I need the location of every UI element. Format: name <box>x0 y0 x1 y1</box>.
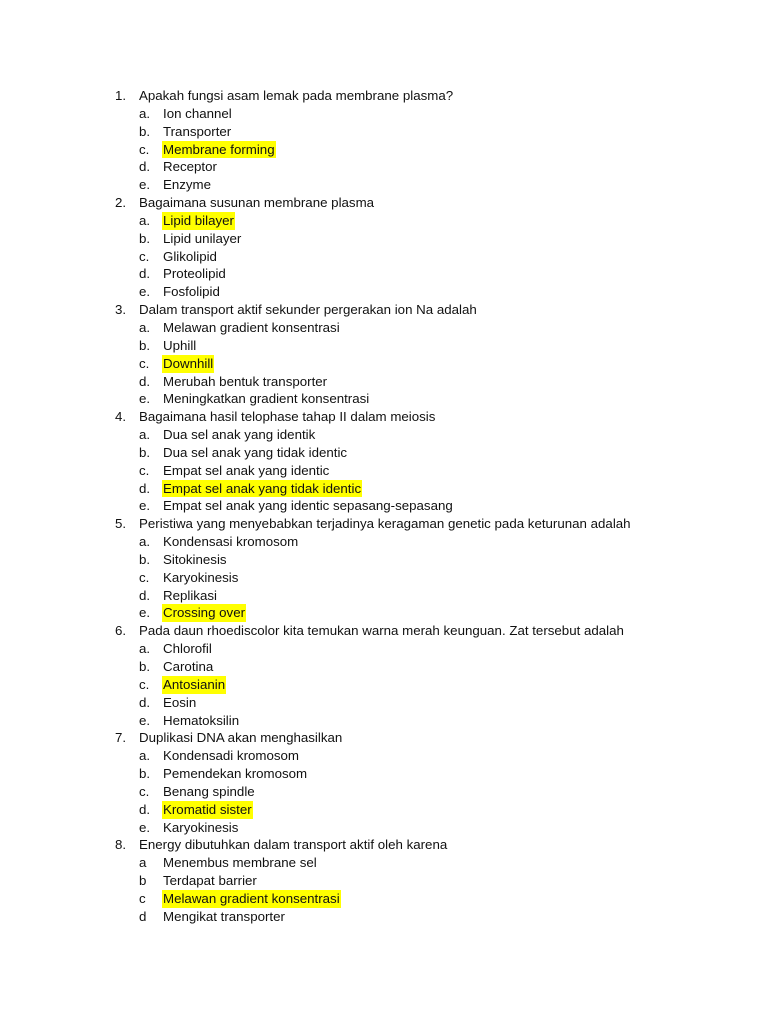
answer-option <box>0 569 768 587</box>
answer-option <box>0 854 768 872</box>
option-letter: c. <box>139 355 150 371</box>
option-text: Meningkatkan gradient konsentrasi <box>163 391 370 407</box>
option-text: Karyokinesis <box>163 569 239 585</box>
option-text: Menembus membrane sel <box>163 855 317 871</box>
option-letter: b. <box>139 766 151 782</box>
answer-option <box>0 872 768 890</box>
option-letter: d. <box>139 587 151 603</box>
option-letter: a <box>139 855 147 871</box>
option-letter: c. <box>139 783 150 799</box>
option-letter: b. <box>139 551 151 567</box>
highlighted-answer-text: Lipid bilayer <box>163 212 234 228</box>
option-letter: d. <box>139 159 151 175</box>
option-text: Benang spindle <box>163 783 255 799</box>
option-letter: b. <box>139 659 151 674</box>
question-text: Energy dibutuhkan dalam transport aktif oleh karena <box>139 837 448 853</box>
option-text: Sitokinesis <box>163 551 227 567</box>
question-item <box>0 622 768 640</box>
highlighted-answer-text: Crossing over <box>163 605 246 621</box>
option-letter: e. <box>139 391 151 407</box>
option-letter: a. <box>139 748 151 764</box>
answer-option <box>0 319 768 337</box>
option-text: Transporter <box>163 123 232 139</box>
answer-option <box>0 533 768 551</box>
option-letter: d. <box>139 266 151 282</box>
option-text: Proteolipid <box>163 266 226 282</box>
answer-option-highlighted <box>0 604 768 622</box>
answer-option <box>0 908 768 926</box>
question-item <box>0 194 768 212</box>
question-item <box>0 836 768 854</box>
question-number: 3. <box>115 302 127 318</box>
option-letter: d. <box>139 480 151 496</box>
answer-option <box>0 248 768 266</box>
highlighted-answer-text: Downhill <box>163 355 214 371</box>
answer-option <box>0 658 768 676</box>
option-letter: d <box>139 908 147 924</box>
option-text: Kondensadi kromosom <box>163 748 299 764</box>
option-letter: b. <box>139 123 151 139</box>
option-text: Empat sel anak yang identic sepasang-sepasang <box>163 498 453 514</box>
answer-option-highlighted <box>0 801 768 819</box>
highlighted-answer-text: Melawan gradient konsentrasi <box>163 890 340 906</box>
answer-option <box>0 230 768 248</box>
option-text: Empat sel anak yang identic <box>163 462 330 478</box>
option-text: Karyokinesis <box>163 819 239 835</box>
option-letter: c. <box>139 462 150 478</box>
option-text: Mengikat transporter <box>163 908 285 924</box>
question-number: 4. <box>115 409 127 425</box>
option-letter: c <box>139 890 146 906</box>
question-text: Duplikasi DNA akan menghasilkan <box>139 730 343 746</box>
option-letter: c. <box>139 248 150 264</box>
option-text: Terdapat barrier <box>163 873 257 889</box>
option-letter: e. <box>139 498 151 514</box>
question-item <box>0 729 768 747</box>
question-item <box>0 515 768 533</box>
answer-option <box>0 551 768 569</box>
answer-option <box>0 105 768 123</box>
answer-option-highlighted <box>0 480 768 498</box>
question-number: 8. <box>115 837 127 853</box>
answer-option <box>0 337 768 355</box>
option-text: Eosin <box>163 694 197 710</box>
option-letter: c. <box>139 141 150 157</box>
option-letter: e. <box>139 819 151 835</box>
option-text: Dua sel anak yang identik <box>163 427 316 443</box>
answer-option <box>0 712 768 730</box>
option-letter: e. <box>139 284 151 300</box>
answer-option <box>0 426 768 444</box>
answer-option <box>0 283 768 301</box>
answer-option <box>0 158 768 176</box>
question-number: 7. <box>115 730 127 746</box>
answer-option-highlighted <box>0 141 768 159</box>
option-letter: e. <box>139 712 151 728</box>
option-text: Kondensasi kromosom <box>163 534 299 550</box>
answer-option-highlighted <box>0 890 768 908</box>
option-text: Enzyme <box>163 177 212 193</box>
answer-option <box>0 123 768 141</box>
option-letter: e. <box>139 605 151 621</box>
option-text: Dua sel anak yang tidak identic <box>163 444 348 460</box>
question-text: Dalam transport aktif sekunder pergerakan ion Na adalah <box>139 302 477 318</box>
question-item <box>0 301 768 319</box>
answer-option <box>0 783 768 801</box>
answer-option-highlighted <box>0 676 768 694</box>
option-text: Replikasi <box>163 587 217 603</box>
option-text: Hematoksilin <box>163 712 240 728</box>
answer-option <box>0 265 768 283</box>
option-text: Merubah bentuk transporter <box>163 373 328 389</box>
option-letter: a. <box>139 427 151 443</box>
question-text: Peristiwa yang menyebabkan terjadinya keragaman genetic pada keturunan adalah <box>139 516 631 532</box>
question-number: 2. <box>115 195 127 211</box>
question-text: Pada daun rhoediscolor kita temukan warna merah keunguan. Zat tersebut adalah <box>139 623 624 639</box>
question-text: Bagaimana hasil telophase tahap II dalam meiosis <box>139 409 436 425</box>
quiz-list <box>0 87 768 926</box>
highlighted-answer-text: Antosianin <box>163 676 226 692</box>
option-letter: b <box>139 873 147 889</box>
option-letter: a. <box>139 105 151 121</box>
option-text: Uphill <box>163 337 197 353</box>
question-number: 1. <box>115 88 127 103</box>
option-text: Lipid unilayer <box>163 230 242 246</box>
option-letter: b. <box>139 337 151 353</box>
option-letter: c. <box>139 569 150 585</box>
answer-option <box>0 747 768 765</box>
answer-option <box>0 587 768 605</box>
option-letter: e. <box>139 177 151 193</box>
option-text: Receptor <box>163 159 217 175</box>
answer-option-highlighted <box>0 212 768 230</box>
option-text: Pemendekan kromosom <box>163 766 308 782</box>
question-text: Bagaimana susunan membrane plasma <box>139 195 375 211</box>
highlighted-answer-text: Membrane forming <box>163 141 275 157</box>
answer-option-highlighted <box>0 355 768 373</box>
highlighted-answer-text: Empat sel anak yang tidak identic <box>163 480 362 496</box>
option-letter: a. <box>139 534 151 550</box>
question-number: 5. <box>115 516 127 532</box>
option-letter: d. <box>139 801 151 817</box>
option-letter: a. <box>139 319 151 335</box>
option-text: Chlorofil <box>163 641 212 657</box>
option-text: Fosfolipid <box>163 284 220 300</box>
option-text: Ion channel <box>163 105 232 121</box>
option-text: Melawan gradient konsentrasi <box>163 319 340 335</box>
question-number: 6. <box>115 623 127 639</box>
answer-option <box>0 694 768 712</box>
option-letter: b. <box>139 230 151 246</box>
option-letter: a. <box>139 641 151 657</box>
option-letter: b. <box>139 444 151 460</box>
answer-option <box>0 444 768 462</box>
answer-option <box>0 497 768 515</box>
question-text: Apakah fungsi asam lemak pada membrane plasma? <box>139 88 454 103</box>
answer-option <box>0 373 768 391</box>
answer-option <box>0 176 768 194</box>
option-text: Glikolipid <box>163 248 217 264</box>
highlighted-answer-text: Kromatid sister <box>163 801 252 817</box>
answer-option <box>0 765 768 783</box>
answer-option <box>0 819 768 837</box>
answer-option <box>0 462 768 480</box>
answer-option <box>0 640 768 658</box>
option-text: Carotina <box>163 659 214 674</box>
question-item <box>0 408 768 426</box>
answer-option <box>0 390 768 408</box>
option-letter: d. <box>139 694 151 710</box>
option-letter: c. <box>139 676 150 692</box>
option-letter: d. <box>139 373 151 389</box>
option-letter: a. <box>139 212 151 228</box>
question-item <box>0 87 768 105</box>
